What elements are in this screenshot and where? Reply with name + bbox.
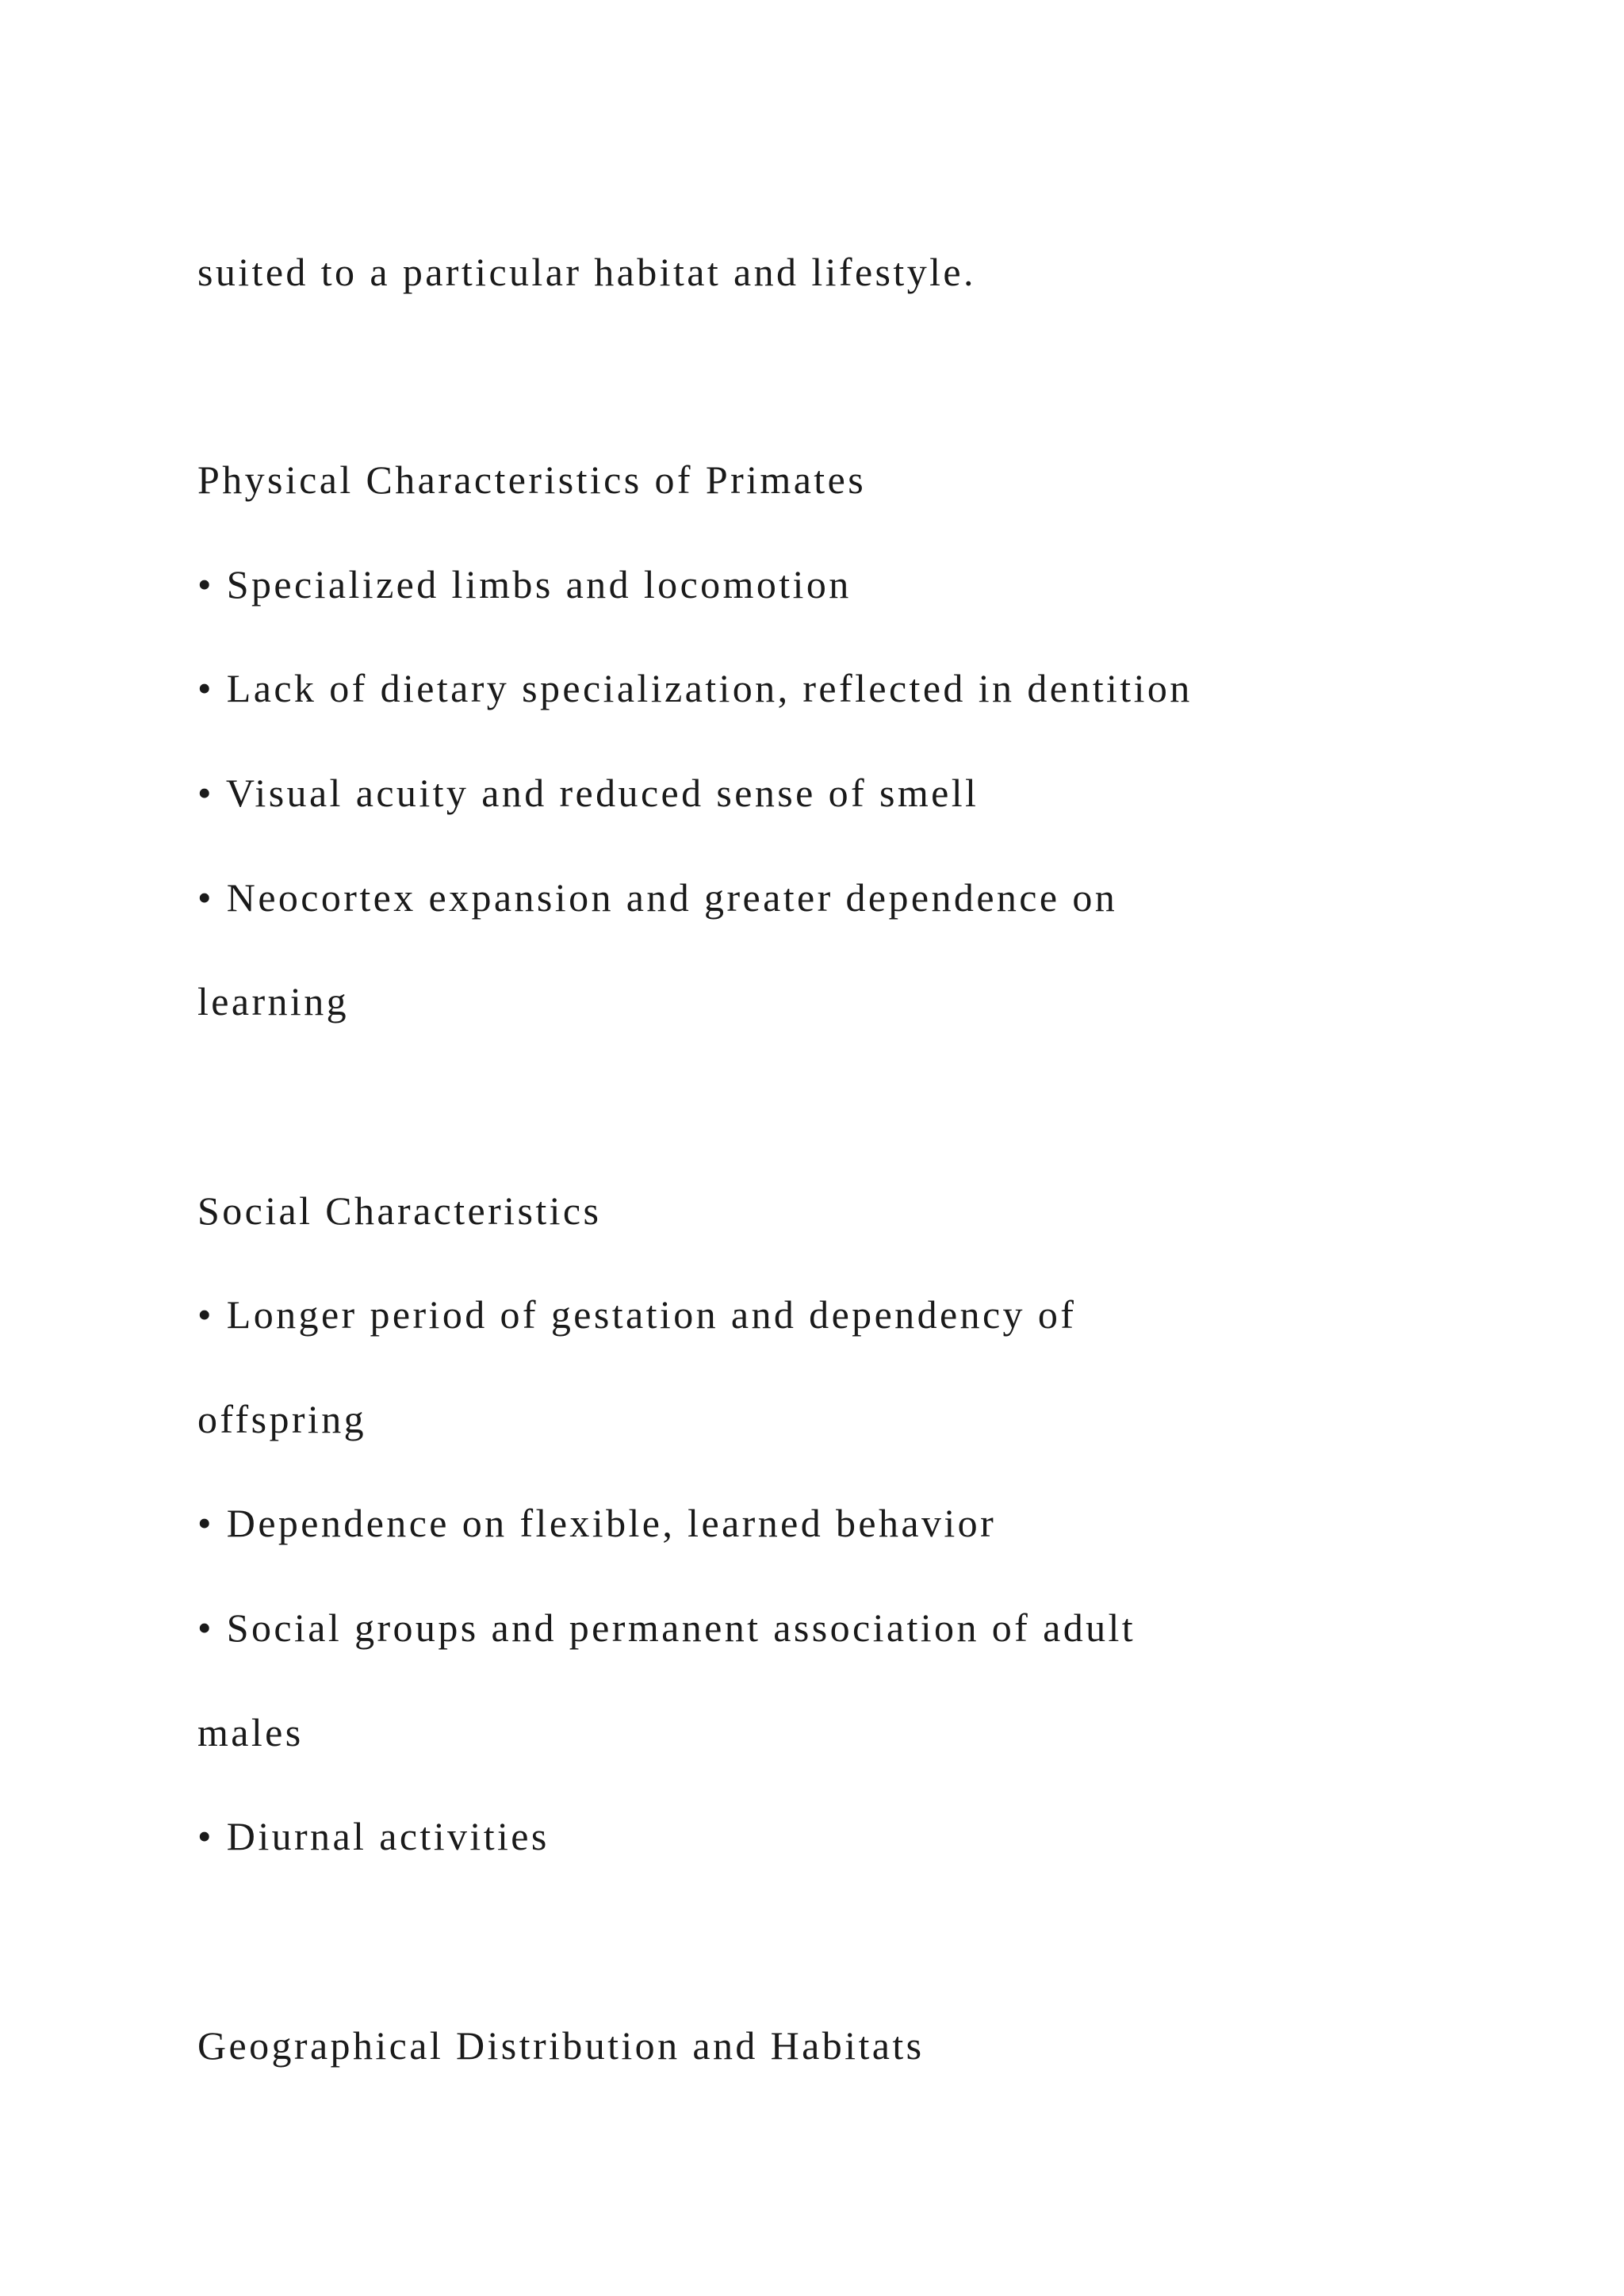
bullet-item: • Longer period of gestation and dependency of bbox=[197, 1292, 1077, 1337]
bullet-item: • Social groups and permanent association of adult bbox=[197, 1605, 1136, 1650]
bullet-item: • Diurnal activities bbox=[197, 1814, 550, 1858]
bullet-item-continuation: males bbox=[197, 1710, 304, 1755]
bullet-item: • Visual acuity and reduced sense of smell bbox=[197, 771, 979, 815]
section-heading-physical: Physical Characteristics of Primates bbox=[197, 457, 867, 502]
bullet-item: • Lack of dietary specialization, reflected in dentition bbox=[197, 666, 1193, 710]
bullet-item: • Neocortex expansion and greater dependence on bbox=[197, 875, 1118, 920]
section-heading-social: Social Characteristics bbox=[197, 1188, 602, 1233]
bullet-item: • Specialized limbs and locomotion bbox=[197, 562, 852, 607]
section-heading-geography: Geographical Distribution and Habitats bbox=[197, 2023, 925, 2068]
paragraph-line: suited to a particular habitat and lifestyle. bbox=[197, 250, 976, 294]
bullet-item-continuation: offspring bbox=[197, 1397, 366, 1441]
bullet-item-continuation: learning bbox=[197, 979, 350, 1024]
bullet-item: • Dependence on flexible, learned behavior bbox=[197, 1501, 997, 1545]
